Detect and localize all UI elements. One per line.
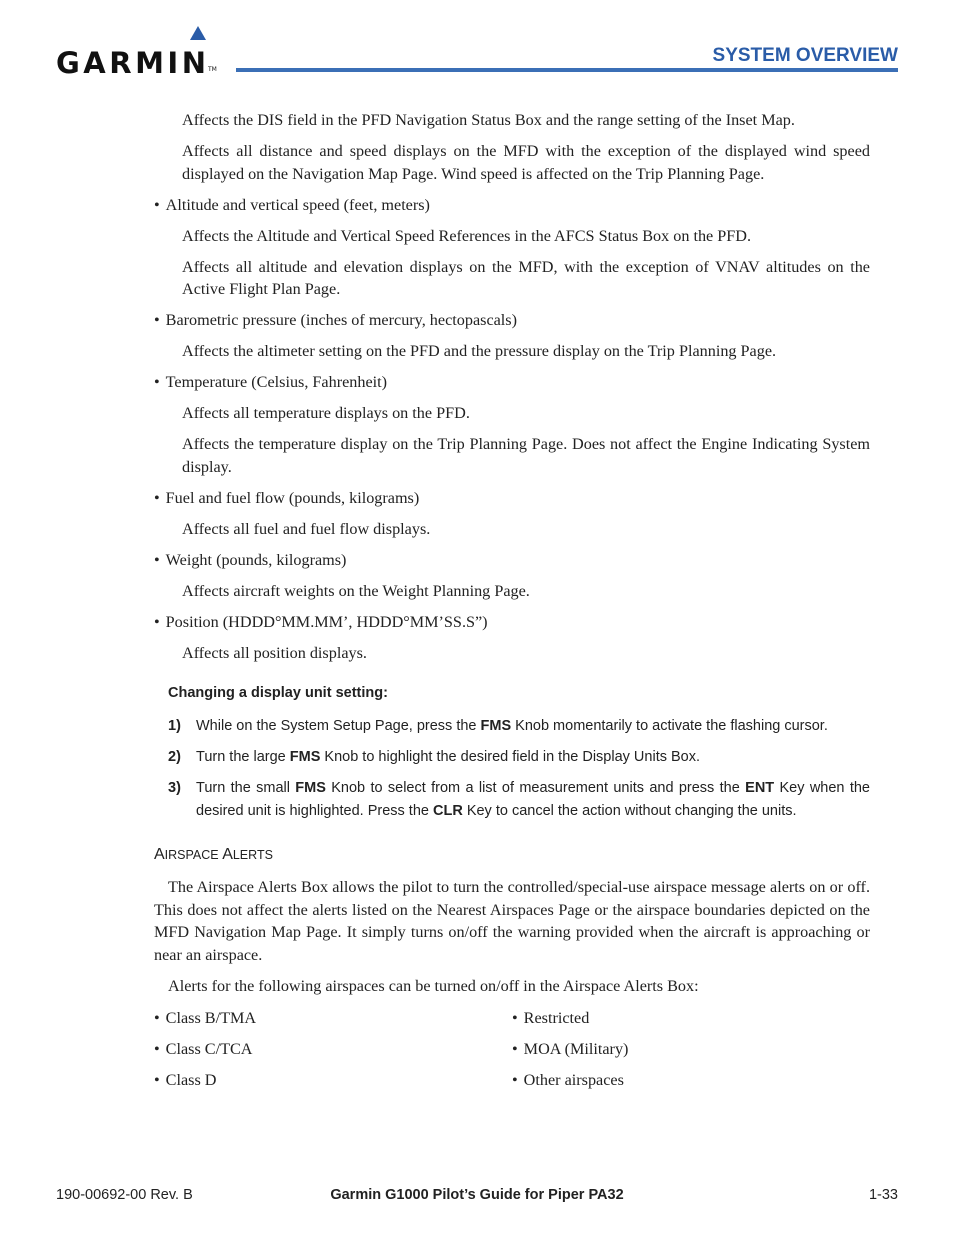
paragraph: Affects the temperature display on the Trip Planning Page. Does not affect the Engine Indicating System display. — [182, 435, 870, 476]
step-number: 1) — [168, 718, 181, 734]
footer-title: Garmin G1000 Pilot’s Guide for Piper PA32 — [330, 1187, 624, 1203]
page-footer — [56, 1187, 898, 1211]
bullet-barometric: • Barometric pressure (inches of mercury, hectopascals) — [154, 309, 870, 332]
bullet-weight: • Weight (pounds, kilograms) — [154, 549, 870, 572]
paragraph: Affects all fuel and fuel flow displays. — [182, 519, 431, 538]
key-name: FMS — [289, 749, 321, 765]
list-item: • Other airspaces — [512, 1069, 870, 1092]
paragraph: Affects the Altitude and Vertical Speed References in the AFCS Status Box on the PFD. — [182, 226, 752, 245]
section-title: SYSTEM OVERVIEW — [712, 45, 898, 66]
paragraph: Affects all temperature displays on the PFD. — [182, 404, 470, 422]
list-item: • Class B/TMA — [154, 1007, 512, 1030]
step-text: Turn the large FMS Knob to highlight the desired field in the Display Units Box. — [196, 749, 701, 765]
procedure-step — [168, 715, 870, 738]
procedure-title: Changing a display unit setting: — [168, 685, 388, 701]
garmin-logo — [56, 26, 221, 80]
procedure-step — [168, 777, 870, 822]
step-number: 3) — [168, 780, 181, 796]
step-number: 2) — [168, 749, 181, 765]
key-name: FMS — [295, 780, 326, 796]
garmin-logo-text: GARMIN — [56, 46, 210, 80]
key-name: ENT — [745, 780, 775, 796]
paragraph: Affects aircraft weights on the Weight Planning Page. — [182, 581, 530, 600]
bullet-temperature: • Temperature (Celsius, Fahrenheit) — [154, 371, 870, 394]
garmin-logo-tm: TM — [208, 66, 217, 73]
paragraph: The Airspace Alerts Box allows the pilot to turn the controlled/special-use airspace message alerts on or off. This does not affect the alerts listed on the Nearest Airspaces Page or the airspace boundaries depicted on the MFD Navigation Map Page. It simply turns on/off the warning provided when the aircraft is approaching or near an airspace. — [154, 878, 870, 964]
list-item: • Class C/TCA — [154, 1038, 512, 1061]
page-number: 1-33 — [868, 1187, 898, 1203]
list-item: • Class D — [154, 1069, 512, 1092]
airspace-alerts-heading: AIRSPACE ALERTS — [154, 846, 273, 863]
airspace-list — [154, 1007, 870, 1100]
bullet-altitude: • Altitude and vertical speed (feet, meters) — [154, 194, 870, 217]
step-text: While on the System Setup Page, press the FMS Knob momentarily to activate the flashing cursor. — [196, 718, 828, 734]
paragraph: Affects the DIS field in the PFD Navigation Status Box and the range setting of the Inset Map. — [182, 111, 795, 129]
paragraph: Affects the altimeter setting on the PFD and the pressure display on the Trip Planning Page. — [182, 342, 777, 360]
paragraph: Affects all position displays. — [182, 643, 367, 662]
bullet-position: • Position (HDDD°MM.MM’, HDDD°MM’SS.S”) — [154, 611, 870, 634]
airspace-list-right — [512, 1007, 870, 1100]
paragraph: Alerts for the following airspaces can be turned on/off in the Airspace Alerts Box: — [168, 976, 699, 995]
page-content — [154, 109, 870, 1100]
procedure-step — [168, 746, 870, 769]
doc-number: 190-00692-00 Rev. B — [56, 1187, 193, 1203]
step-text: Turn the small FMS Knob to select from a list of measurement units and press the ENT Key when the desired unit is highlighted. Press the CLR Key to cancel the action without changing the units. — [196, 780, 870, 819]
header-rule — [236, 68, 898, 72]
airspace-list-left — [154, 1007, 512, 1100]
key-name: CLR — [432, 802, 463, 819]
bullet-fuel: • Fuel and fuel flow (pounds, kilograms) — [154, 487, 870, 510]
paragraph: Affects all altitude and elevation displays on the MFD, with the exception of VNAV altitudes on the Active Flight Plan Page. — [182, 257, 870, 298]
paragraph: Affects all distance and speed displays on the MFD with the exception of the displayed wind speed displayed on the Navigation Map Page. Wind speed is affected on the Trip Planning Page. — [182, 142, 870, 183]
list-item: • Restricted — [512, 1007, 870, 1030]
list-item: • MOA (Military) — [512, 1038, 870, 1061]
key-name: FMS — [480, 718, 512, 734]
